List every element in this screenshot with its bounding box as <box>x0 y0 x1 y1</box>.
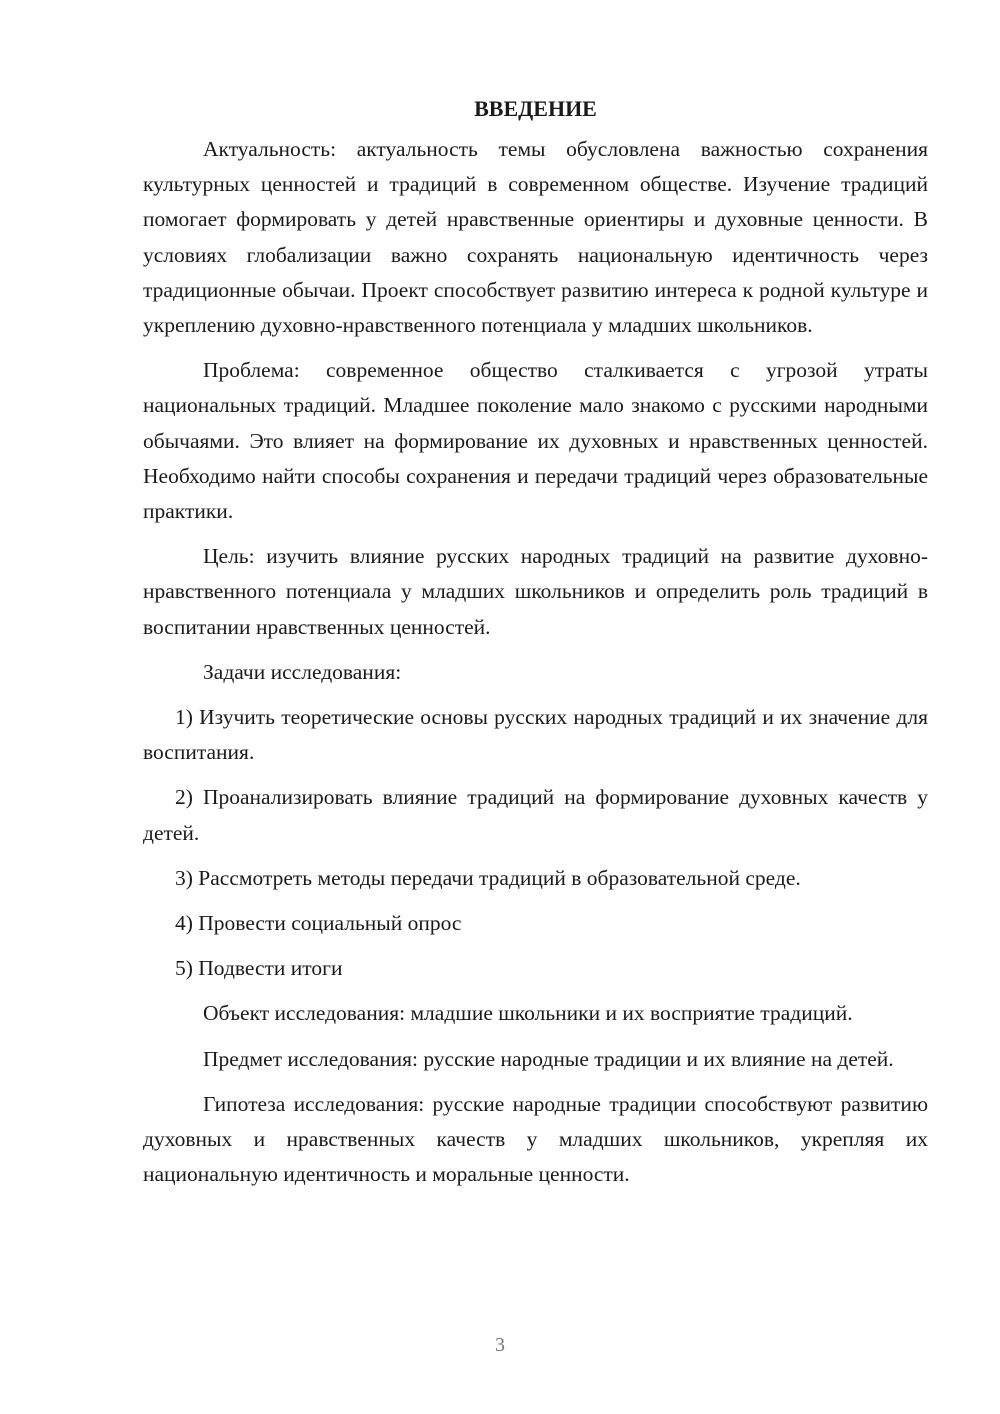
document-page <box>143 90 928 1192</box>
paragraph-object: Объект исследования: младшие школьники и их восприятие традиций. <box>203 1001 853 1026</box>
paragraph-subject: Предмет исследования: русские народные традиции и их влияние на детей. <box>203 1046 894 1071</box>
task-item: 1) Изучить теоретические основы русских народных традиций и их значение для воспитания. <box>143 705 928 765</box>
paragraph-relevance: Актуальность: актуальность темы обусловлена важностью сохранения культурных ценностей и традиций в современном обществе. Изучение традиций помогает формировать у детей нравственные ориентиры и духовные ценности. В условиях глобализации важно сохранять национальную идентичность через традиционные обычаи. Проект способствует развитию интереса к родной культуре и укреплению духовно-нравственного потенциала у младших школьников. <box>143 137 928 338</box>
paragraph-problem: Проблема: современное общество сталкивается с угрозой утраты национальных традиций. Младшее поколение мало знакомо с русскими народными обычаями. Это влияет на формирование их духовных и нравственных ценностей. Необходимо найти способы сохранения и передачи традиций через образовательные практики. <box>143 358 928 524</box>
task-item: 4) Провести социальный опрос <box>175 911 462 936</box>
task-item: 3) Рассмотреть методы передачи традиций в образовательной среде. <box>175 865 801 890</box>
paragraph-goal: Цель: изучить влияние русских народных традиций на развитие духовно-нравственного потенциала у младших школьников и определить роль традиций в воспитании нравственных ценностей. <box>143 544 928 639</box>
task-item: 5) Подвести итоги <box>175 956 343 981</box>
page-title: ВВЕДЕНИЕ <box>474 96 597 121</box>
paragraph-hypothesis: Гипотеза исследования: русские народные традиции способствуют развитию духовных и нравственных качеств у младших школьников, укрепляя их национальную идентичность и моральные ценности. <box>143 1091 928 1187</box>
page-number: 3 <box>495 1334 505 1356</box>
task-item: 2) Проанализировать влияние традиций на формирование духовных качеств у детей. <box>143 785 928 845</box>
paragraph-tasks-heading: Задачи исследования: <box>203 659 402 684</box>
